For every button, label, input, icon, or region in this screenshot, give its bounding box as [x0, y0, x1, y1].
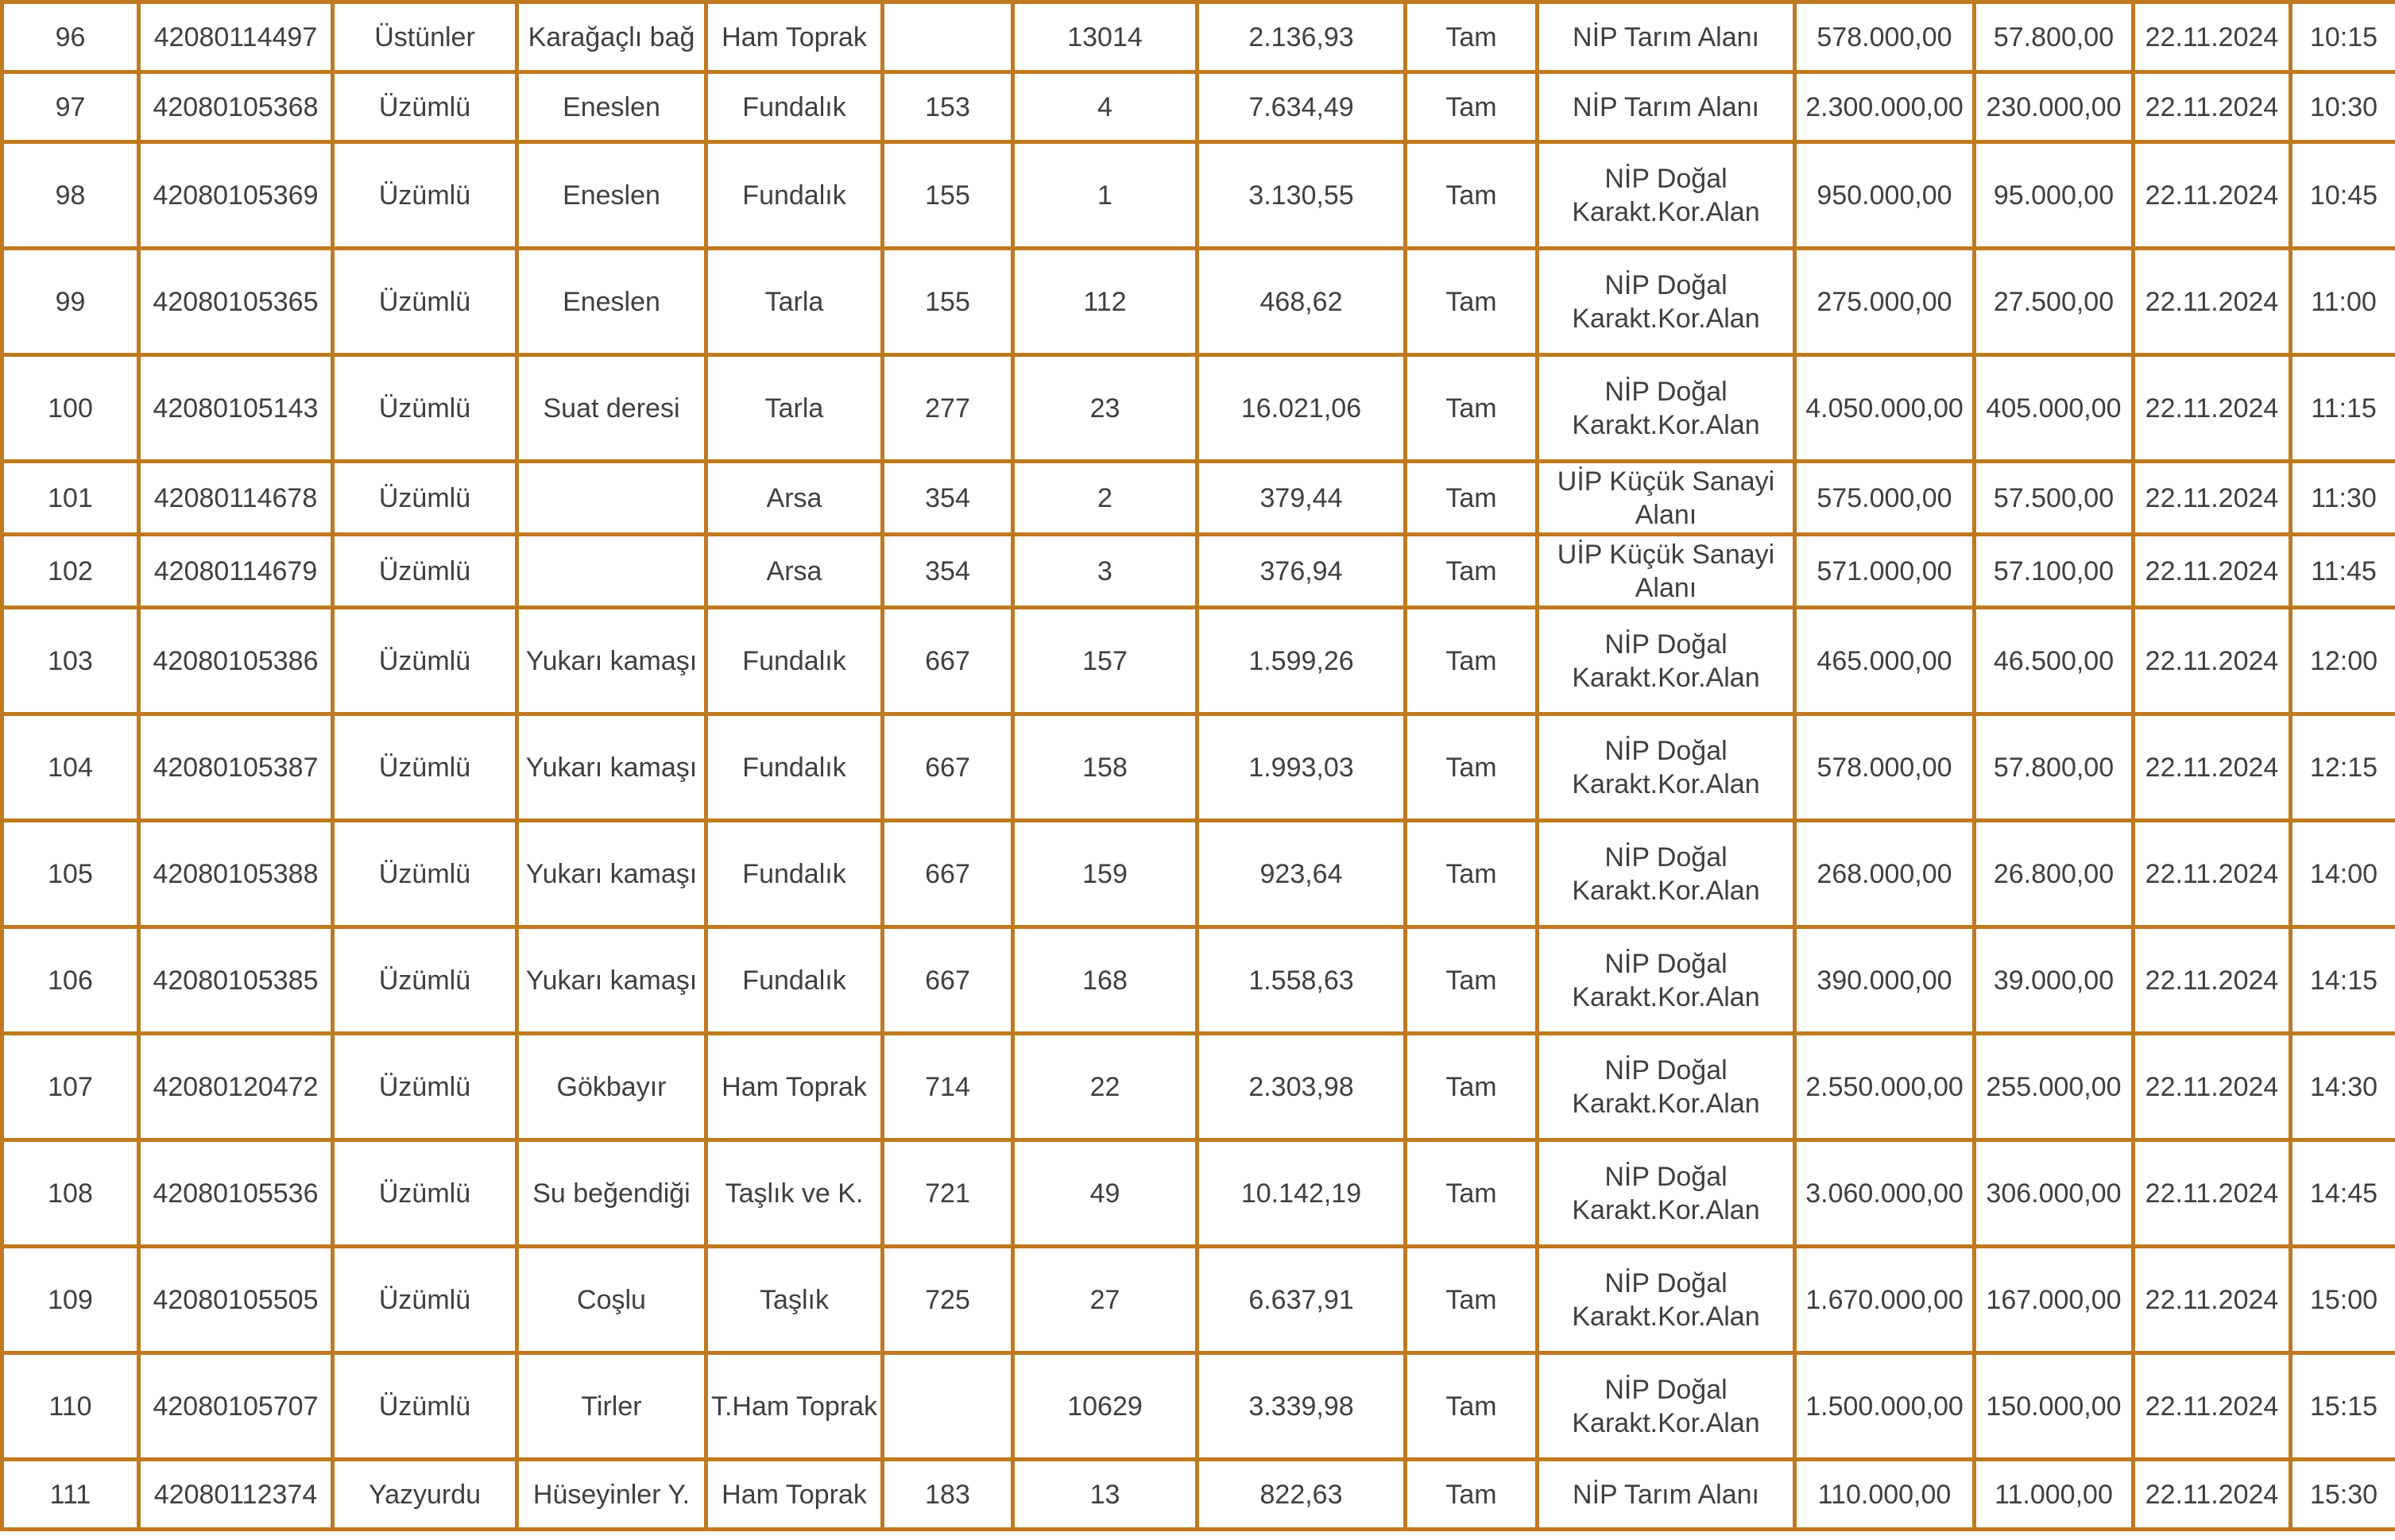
row-number-cell: 102 — [2, 535, 139, 608]
row-number-cell: 110 — [2, 1353, 139, 1460]
share-cell: Tam — [1406, 462, 1538, 535]
neighborhood-cell: Üzümlü — [333, 927, 517, 1034]
zoning-cell: NİP Doğal Karakt.Kor.Alan — [1538, 927, 1795, 1034]
time-cell: 12:15 — [2291, 714, 2395, 821]
parcel-cell: 10629 — [1013, 1353, 1198, 1460]
block-cell: 714 — [883, 1034, 1013, 1140]
land-type-cell: Ham Toprak — [706, 2, 883, 72]
table-row — [2, 462, 2395, 535]
deposit-cell: 150.000,00 — [1975, 1353, 2134, 1460]
parcel-cell: 4 — [1013, 72, 1198, 142]
area-cell: 468,62 — [1198, 249, 1406, 355]
location-cell: Eneslen — [517, 249, 706, 355]
neighborhood-cell: Üzümlü — [333, 1140, 517, 1247]
land-type-cell: Fundalık — [706, 821, 883, 927]
parcel-id-cell: 42080120472 — [139, 1034, 333, 1140]
parcel-cell: 3 — [1013, 535, 1198, 608]
land-type-cell: Ham Toprak — [706, 1034, 883, 1140]
block-cell: 354 — [883, 462, 1013, 535]
table-row — [2, 2, 2395, 72]
land-type-cell: Fundalık — [706, 72, 883, 142]
parcel-id-cell: 42080105385 — [139, 927, 333, 1034]
zoning-cell: NİP Doğal Karakt.Kor.Alan — [1538, 1247, 1795, 1353]
area-cell: 16.021,06 — [1198, 355, 1406, 462]
deposit-cell: 57.800,00 — [1975, 2, 2134, 72]
price-cell: 571.000,00 — [1795, 535, 1975, 608]
land-type-cell: Fundalık — [706, 927, 883, 1034]
table-row — [2, 1353, 2395, 1460]
deposit-cell: 57.800,00 — [1975, 714, 2134, 821]
date-cell: 22.11.2024 — [2134, 1460, 2291, 1530]
date-cell: 22.11.2024 — [2134, 1353, 2291, 1460]
parcel-cell: 168 — [1013, 927, 1198, 1034]
table-row — [2, 142, 2395, 249]
price-cell: 465.000,00 — [1795, 608, 1975, 714]
land-type-cell: Taşlık — [706, 1247, 883, 1353]
deposit-cell: 39.000,00 — [1975, 927, 2134, 1034]
block-cell: 354 — [883, 535, 1013, 608]
deposit-cell: 57.100,00 — [1975, 535, 2134, 608]
area-cell: 3.339,98 — [1198, 1353, 1406, 1460]
location-cell: Hüseyinler Y. — [517, 1460, 706, 1530]
area-cell: 1.558,63 — [1198, 927, 1406, 1034]
table-row — [2, 1140, 2395, 1247]
block-cell — [883, 2, 1013, 72]
neighborhood-cell: Üzümlü — [333, 462, 517, 535]
parcel-id-cell: 42080105536 — [139, 1140, 333, 1247]
parcel-id-cell: 42080105365 — [139, 249, 333, 355]
share-cell: Tam — [1406, 1034, 1538, 1140]
price-cell: 2.550.000,00 — [1795, 1034, 1975, 1140]
zoning-cell: NİP Tarım Alanı — [1538, 1460, 1795, 1530]
time-cell: 15:30 — [2291, 1460, 2395, 1530]
table-row — [2, 535, 2395, 608]
neighborhood-cell: Üzümlü — [333, 608, 517, 714]
time-cell: 11:30 — [2291, 462, 2395, 535]
land-type-cell: Fundalık — [706, 608, 883, 714]
date-cell: 22.11.2024 — [2134, 535, 2291, 608]
deposit-cell: 255.000,00 — [1975, 1034, 2134, 1140]
price-cell: 275.000,00 — [1795, 249, 1975, 355]
neighborhood-cell: Üzümlü — [333, 821, 517, 927]
zoning-cell: NİP Doğal Karakt.Kor.Alan — [1538, 1353, 1795, 1460]
land-type-cell: Tarla — [706, 355, 883, 462]
share-cell: Tam — [1406, 1140, 1538, 1247]
land-type-cell: T.Ham Toprak — [706, 1353, 883, 1460]
location-cell: Karağaçlı bağ — [517, 2, 706, 72]
parcel-cell: 2 — [1013, 462, 1198, 535]
date-cell: 22.11.2024 — [2134, 821, 2291, 927]
neighborhood-cell: Üzümlü — [333, 1353, 517, 1460]
zoning-cell: NİP Doğal Karakt.Kor.Alan — [1538, 249, 1795, 355]
location-cell: Yukarı kamaşı — [517, 821, 706, 927]
location-cell: Tirler — [517, 1353, 706, 1460]
share-cell: Tam — [1406, 1353, 1538, 1460]
parcel-cell: 23 — [1013, 355, 1198, 462]
zoning-cell: NİP Doğal Karakt.Kor.Alan — [1538, 608, 1795, 714]
row-number-cell: 108 — [2, 1140, 139, 1247]
parcel-cell: 158 — [1013, 714, 1198, 821]
parcel-cell: 157 — [1013, 608, 1198, 714]
zoning-cell: NİP Doğal Karakt.Kor.Alan — [1538, 142, 1795, 249]
parcel-id-cell: 42080105143 — [139, 355, 333, 462]
price-cell: 950.000,00 — [1795, 142, 1975, 249]
zoning-cell: NİP Tarım Alanı — [1538, 72, 1795, 142]
price-cell: 578.000,00 — [1795, 714, 1975, 821]
neighborhood-cell: Üzümlü — [333, 535, 517, 608]
deposit-cell: 27.500,00 — [1975, 249, 2134, 355]
location-cell: Coşlu — [517, 1247, 706, 1353]
date-cell: 22.11.2024 — [2134, 72, 2291, 142]
table-row — [2, 821, 2395, 927]
price-cell: 578.000,00 — [1795, 2, 1975, 72]
share-cell: Tam — [1406, 535, 1538, 608]
block-cell: 155 — [883, 142, 1013, 249]
land-type-cell: Taşlık ve K. — [706, 1140, 883, 1247]
parcel-id-cell: 42080114497 — [139, 2, 333, 72]
time-cell: 14:30 — [2291, 1034, 2395, 1140]
date-cell: 22.11.2024 — [2134, 927, 2291, 1034]
zoning-cell: NİP Tarım Alanı — [1538, 2, 1795, 72]
time-cell: 11:15 — [2291, 355, 2395, 462]
table-row — [2, 927, 2395, 1034]
parcel-cell: 13014 — [1013, 2, 1198, 72]
price-cell: 3.060.000,00 — [1795, 1140, 1975, 1247]
neighborhood-cell: Üzümlü — [333, 249, 517, 355]
neighborhood-cell: Üzümlü — [333, 142, 517, 249]
block-cell: 721 — [883, 1140, 1013, 1247]
price-cell: 110.000,00 — [1795, 1460, 1975, 1530]
block-cell: 183 — [883, 1460, 1013, 1530]
parcel-id-cell: 42080105387 — [139, 714, 333, 821]
zoning-cell: NİP Doğal Karakt.Kor.Alan — [1538, 1140, 1795, 1247]
land-type-cell: Ham Toprak — [706, 1460, 883, 1530]
deposit-cell: 167.000,00 — [1975, 1247, 2134, 1353]
row-number-cell: 104 — [2, 714, 139, 821]
area-cell: 822,63 — [1198, 1460, 1406, 1530]
time-cell: 10:30 — [2291, 72, 2395, 142]
parcel-id-cell: 42080105368 — [139, 72, 333, 142]
zoning-cell: NİP Doğal Karakt.Kor.Alan — [1538, 1034, 1795, 1140]
block-cell: 667 — [883, 821, 1013, 927]
zoning-cell: UİP Küçük Sanayi Alanı — [1538, 462, 1795, 535]
block-cell: 153 — [883, 72, 1013, 142]
time-cell: 12:00 — [2291, 608, 2395, 714]
price-cell: 2.300.000,00 — [1795, 72, 1975, 142]
share-cell: Tam — [1406, 2, 1538, 72]
neighborhood-cell: Yazyurdu — [333, 1460, 517, 1530]
share-cell: Tam — [1406, 927, 1538, 1034]
neighborhood-cell: Üzümlü — [333, 72, 517, 142]
row-number-cell: 98 — [2, 142, 139, 249]
location-cell: Yukarı kamaşı — [517, 608, 706, 714]
block-cell: 667 — [883, 608, 1013, 714]
share-cell: Tam — [1406, 714, 1538, 821]
row-number-cell: 99 — [2, 249, 139, 355]
location-cell: Yukarı kamaşı — [517, 714, 706, 821]
date-cell: 22.11.2024 — [2134, 249, 2291, 355]
parcel-id-cell: 42080112374 — [139, 1460, 333, 1530]
time-cell: 11:00 — [2291, 249, 2395, 355]
date-cell: 22.11.2024 — [2134, 1034, 2291, 1140]
share-cell: Tam — [1406, 249, 1538, 355]
land-type-cell: Fundalık — [706, 714, 883, 821]
share-cell: Tam — [1406, 1247, 1538, 1353]
deposit-cell: 95.000,00 — [1975, 142, 2134, 249]
block-cell: 155 — [883, 249, 1013, 355]
parcel-cell: 159 — [1013, 821, 1198, 927]
deposit-cell: 11.000,00 — [1975, 1460, 2134, 1530]
area-cell: 923,64 — [1198, 821, 1406, 927]
block-cell: 725 — [883, 1247, 1013, 1353]
block-cell — [883, 1353, 1013, 1460]
row-number-cell: 101 — [2, 462, 139, 535]
deposit-cell: 405.000,00 — [1975, 355, 2134, 462]
date-cell: 22.11.2024 — [2134, 462, 2291, 535]
location-cell: Eneslen — [517, 142, 706, 249]
deposit-cell: 46.500,00 — [1975, 608, 2134, 714]
price-cell: 1.670.000,00 — [1795, 1247, 1975, 1353]
location-cell: Eneslen — [517, 72, 706, 142]
table-row — [2, 72, 2395, 142]
land-type-cell: Arsa — [706, 462, 883, 535]
block-cell: 667 — [883, 927, 1013, 1034]
area-cell: 7.634,49 — [1198, 72, 1406, 142]
area-cell: 1.993,03 — [1198, 714, 1406, 821]
row-number-cell: 97 — [2, 72, 139, 142]
location-cell: Suat deresi — [517, 355, 706, 462]
table-row — [2, 714, 2395, 821]
location-cell: Gökbayır — [517, 1034, 706, 1140]
neighborhood-cell: Üzümlü — [333, 355, 517, 462]
zoning-cell: UİP Küçük Sanayi Alanı — [1538, 535, 1795, 608]
row-number-cell: 100 — [2, 355, 139, 462]
time-cell: 10:45 — [2291, 142, 2395, 249]
share-cell: Tam — [1406, 1460, 1538, 1530]
time-cell: 14:45 — [2291, 1140, 2395, 1247]
land-type-cell: Arsa — [706, 535, 883, 608]
zoning-cell: NİP Doğal Karakt.Kor.Alan — [1538, 714, 1795, 821]
location-cell — [517, 462, 706, 535]
row-number-cell: 111 — [2, 1460, 139, 1530]
neighborhood-cell: Üzümlü — [333, 1247, 517, 1353]
neighborhood-cell: Üstünler — [333, 2, 517, 72]
parcel-id-cell: 42080105386 — [139, 608, 333, 714]
date-cell: 22.11.2024 — [2134, 2, 2291, 72]
zoning-cell: NİP Doğal Karakt.Kor.Alan — [1538, 355, 1795, 462]
parcel-id-cell: 42080105505 — [139, 1247, 333, 1353]
time-cell: 14:00 — [2291, 821, 2395, 927]
parcel-id-cell: 42080114678 — [139, 462, 333, 535]
block-cell: 277 — [883, 355, 1013, 462]
date-cell: 22.11.2024 — [2134, 355, 2291, 462]
share-cell: Tam — [1406, 142, 1538, 249]
location-cell — [517, 535, 706, 608]
table-row — [2, 249, 2395, 355]
row-number-cell: 103 — [2, 608, 139, 714]
time-cell: 14:15 — [2291, 927, 2395, 1034]
deposit-cell: 57.500,00 — [1975, 462, 2134, 535]
time-cell: 15:15 — [2291, 1353, 2395, 1460]
table-row — [2, 1247, 2395, 1353]
block-cell: 667 — [883, 714, 1013, 821]
price-cell: 390.000,00 — [1795, 927, 1975, 1034]
row-number-cell: 109 — [2, 1247, 139, 1353]
row-number-cell: 96 — [2, 2, 139, 72]
share-cell: Tam — [1406, 821, 1538, 927]
deposit-cell: 230.000,00 — [1975, 72, 2134, 142]
row-number-cell: 106 — [2, 927, 139, 1034]
table-row — [2, 1460, 2395, 1530]
date-cell: 22.11.2024 — [2134, 608, 2291, 714]
share-cell: Tam — [1406, 608, 1538, 714]
share-cell: Tam — [1406, 72, 1538, 142]
parcel-id-cell: 42080114679 — [139, 535, 333, 608]
deposit-cell: 26.800,00 — [1975, 821, 2134, 927]
price-cell: 575.000,00 — [1795, 462, 1975, 535]
table-row — [2, 608, 2395, 714]
zoning-cell: NİP Doğal Karakt.Kor.Alan — [1538, 821, 1795, 927]
table-row — [2, 1034, 2395, 1140]
area-cell: 1.599,26 — [1198, 608, 1406, 714]
neighborhood-cell: Üzümlü — [333, 714, 517, 821]
land-type-cell: Tarla — [706, 249, 883, 355]
neighborhood-cell: Üzümlü — [333, 1034, 517, 1140]
time-cell: 11:45 — [2291, 535, 2395, 608]
share-cell: Tam — [1406, 355, 1538, 462]
area-cell: 10.142,19 — [1198, 1140, 1406, 1247]
time-cell: 15:00 — [2291, 1247, 2395, 1353]
area-cell: 3.130,55 — [1198, 142, 1406, 249]
area-cell: 379,44 — [1198, 462, 1406, 535]
row-number-cell: 105 — [2, 821, 139, 927]
date-cell: 22.11.2024 — [2134, 142, 2291, 249]
parcel-cell: 13 — [1013, 1460, 1198, 1530]
parcel-cell: 49 — [1013, 1140, 1198, 1247]
parcel-id-cell: 42080105707 — [139, 1353, 333, 1460]
area-cell: 2.136,93 — [1198, 2, 1406, 72]
land-type-cell: Fundalık — [706, 142, 883, 249]
parcel-cell: 112 — [1013, 249, 1198, 355]
parcel-cell: 22 — [1013, 1034, 1198, 1140]
price-cell: 4.050.000,00 — [1795, 355, 1975, 462]
row-number-cell: 107 — [2, 1034, 139, 1140]
parcel-id-cell: 42080105388 — [139, 821, 333, 927]
date-cell: 22.11.2024 — [2134, 1247, 2291, 1353]
area-cell: 376,94 — [1198, 535, 1406, 608]
area-cell: 2.303,98 — [1198, 1034, 1406, 1140]
area-cell: 6.637,91 — [1198, 1247, 1406, 1353]
date-cell: 22.11.2024 — [2134, 1140, 2291, 1247]
time-cell: 10:15 — [2291, 2, 2395, 72]
price-cell: 268.000,00 — [1795, 821, 1975, 927]
parcel-cell: 1 — [1013, 142, 1198, 249]
parcel-cell: 27 — [1013, 1247, 1198, 1353]
date-cell: 22.11.2024 — [2134, 714, 2291, 821]
deposit-cell: 306.000,00 — [1975, 1140, 2134, 1247]
parcel-id-cell: 42080105369 — [139, 142, 333, 249]
table-row — [2, 355, 2395, 462]
location-cell: Yukarı kamaşı — [517, 927, 706, 1034]
location-cell: Su beğendiği — [517, 1140, 706, 1247]
price-cell: 1.500.000,00 — [1795, 1353, 1975, 1460]
